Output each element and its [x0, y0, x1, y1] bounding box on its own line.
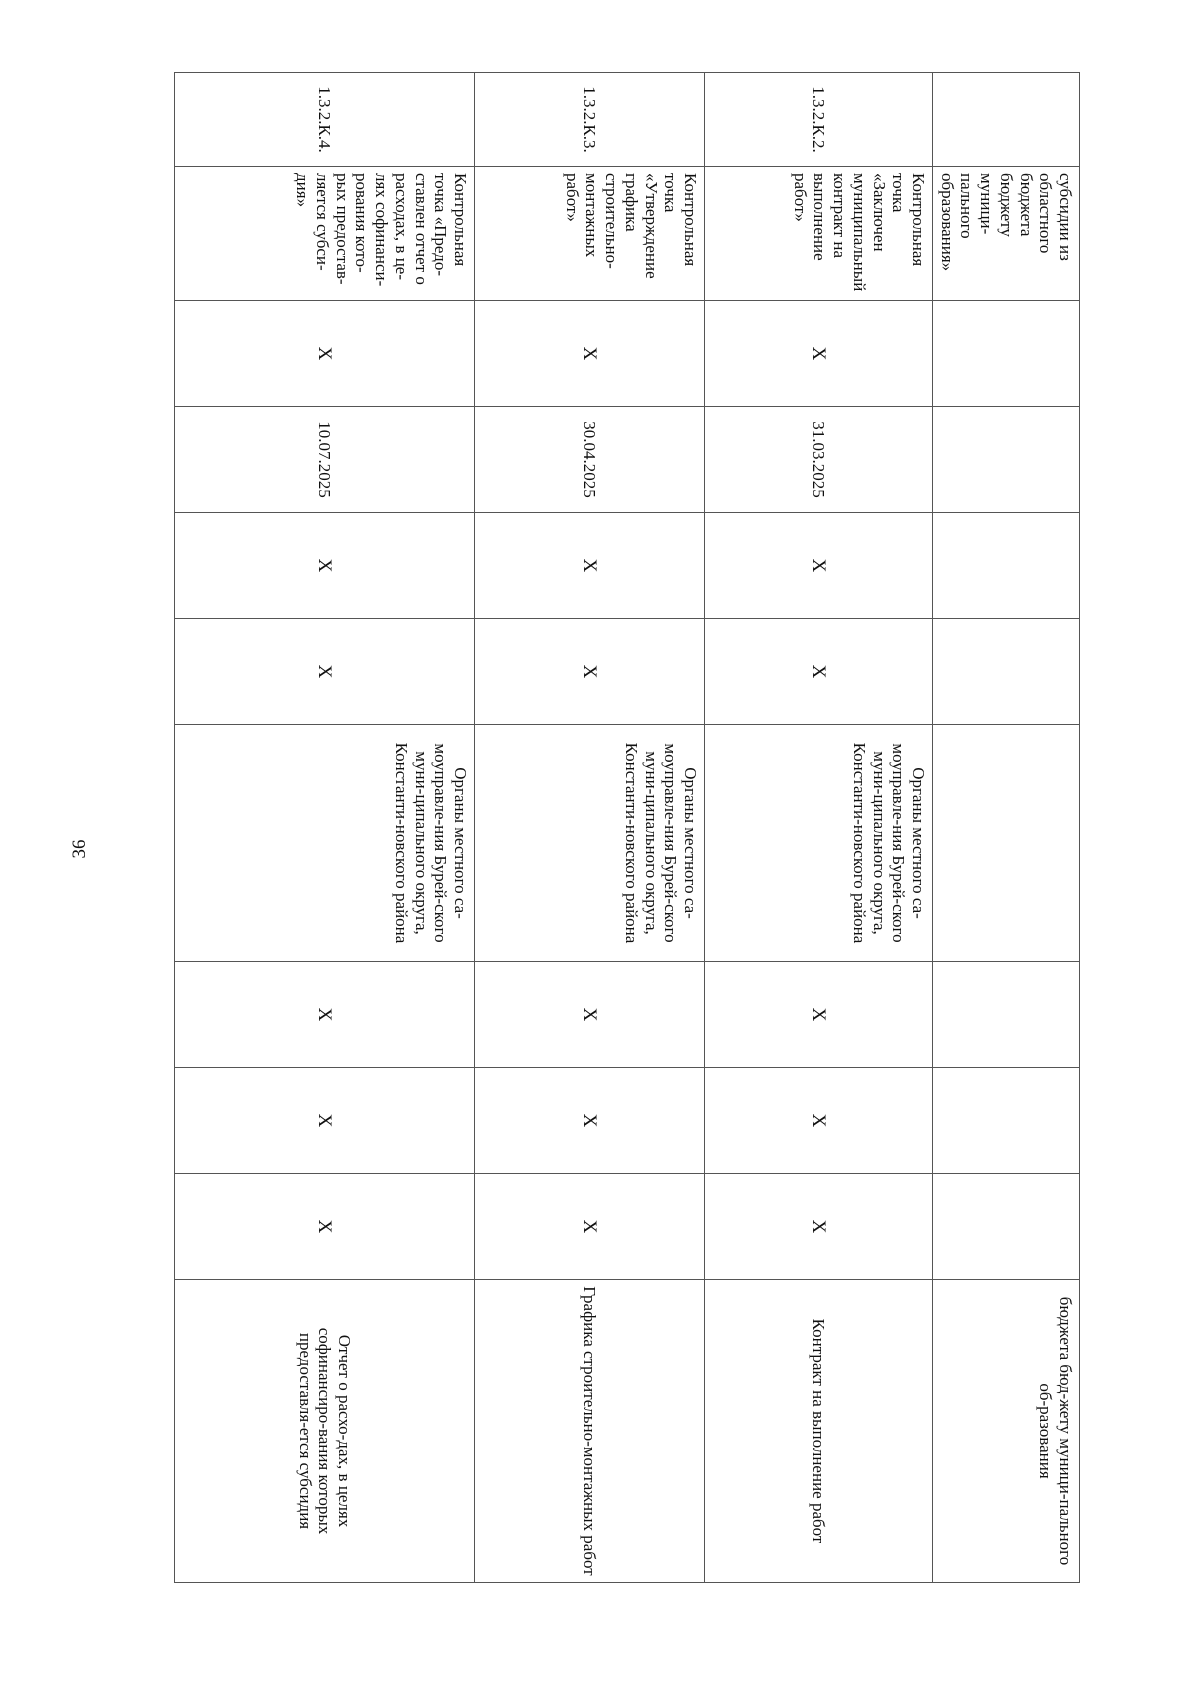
cell-c9: Х: [474, 1068, 704, 1174]
executor: Органы местного са-моуправле-ния Бурей-ского муни-ципального округа, Константи-новского района: [474, 725, 704, 962]
cell-c10: Х: [474, 1174, 704, 1280]
cell-c6: Х: [704, 619, 932, 725]
page-number: 36: [69, 839, 90, 859]
document-type: Отчет о расхо-дах, в целях софинансиро-вания которых предоставля-ется субсидия: [174, 1280, 474, 1583]
cell-c5: Х: [704, 513, 932, 619]
cell-c9: Х: [174, 1068, 474, 1174]
executor: [932, 725, 1079, 962]
cell-date: 31.03.2025: [704, 407, 932, 513]
table-row: [474, 73, 704, 1583]
table-row: [174, 73, 474, 1583]
control-point-name: Контрольная точка «Заключен муниципальный контракт на выполнение работ»: [704, 167, 932, 301]
cell-c5: Х: [474, 513, 704, 619]
cell-c3: Х: [474, 301, 704, 407]
cell-c5: Х: [174, 513, 474, 619]
control-point-name: Контрольная точка «Предо-ставлен отчет о расходах, в це-лях софинанси-рования кото-рых предостав-ляется субси-дия»: [174, 167, 474, 301]
table-row: [932, 73, 1079, 1583]
executor: Органы местного са-моуправле-ния Бурей-ского муни-ципального округа, Константи-новского района: [174, 725, 474, 962]
cell-c10: Х: [174, 1174, 474, 1280]
cell-c10: [932, 1174, 1079, 1280]
cell-c8: Х: [474, 962, 704, 1068]
row-number: 1.3.2.К.2.: [704, 73, 932, 167]
document-type: Контракт на выполнение работ: [704, 1280, 932, 1583]
document-type: Графика строительно-монтажных работ: [474, 1280, 704, 1583]
cell-c8: Х: [174, 962, 474, 1068]
cell-c3: [932, 301, 1079, 407]
row-number: 1.3.2.К.3.: [474, 73, 704, 167]
cell-c9: Х: [704, 1068, 932, 1174]
cell-c3: Х: [174, 301, 474, 407]
cell-date: [932, 407, 1079, 513]
cell-c8: [932, 962, 1079, 1068]
cell-c9: [932, 1068, 1079, 1174]
control-point-name: Контрольная точка «Утверждение графика строительно-монтажных работ»: [474, 167, 704, 301]
cell-c6: Х: [174, 619, 474, 725]
cell-c5: [932, 513, 1079, 619]
table-row: [704, 73, 932, 1583]
row-number: 1.3.2.К.4.: [174, 73, 474, 167]
cell-c8: Х: [704, 962, 932, 1068]
executor: Органы местного са-моуправле-ния Бурей-ского муни-ципального округа, Константи-новского района: [704, 725, 932, 962]
rotated-table-container: [180, 72, 1080, 1582]
cell-c3: Х: [704, 301, 932, 407]
cell-c10: Х: [704, 1174, 932, 1280]
cell-date: 10.07.2025: [174, 407, 474, 513]
control-points-table: [174, 72, 1080, 1583]
control-point-name: субсидии из областного бюджета бюджету муници-пального образования»: [932, 167, 1079, 301]
cell-date: 30.04.2025: [474, 407, 704, 513]
cell-c6: [932, 619, 1079, 725]
row-number: [932, 73, 1079, 167]
cell-c6: Х: [474, 619, 704, 725]
document-type: бюджета бюд-жету муници-пального об-разования: [932, 1280, 1079, 1583]
